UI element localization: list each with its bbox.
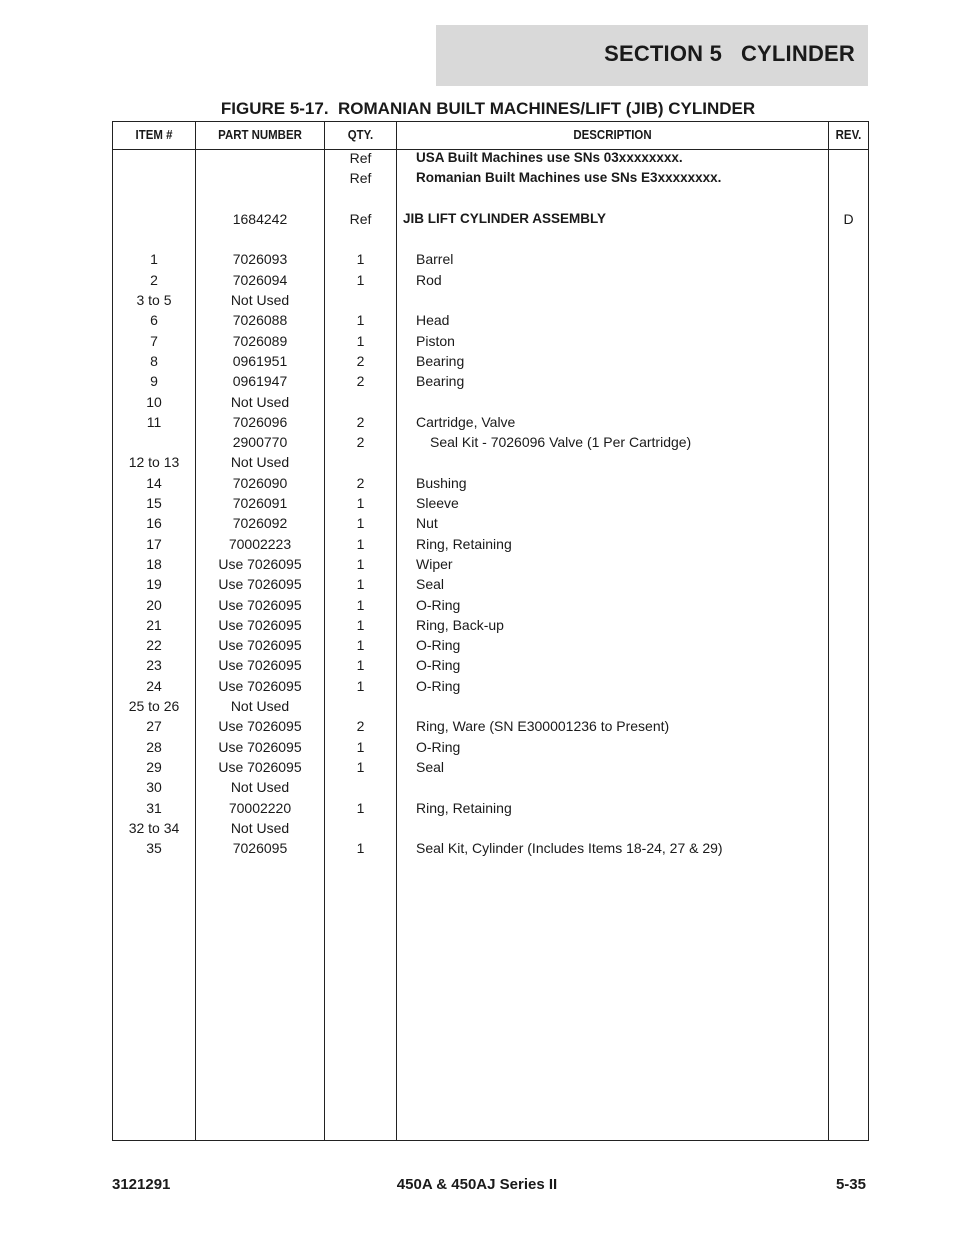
quantity-cell: Ref [349,210,372,227]
quantity-cell: Ref [349,170,372,187]
description-cell: O-Ring [416,637,461,654]
description-cell: Bushing [416,474,467,491]
item-number-cell: 21 [146,616,162,633]
table-row [113,168,868,188]
description-cell: Bearing [416,352,465,369]
table-row [113,310,868,330]
item-number-cell: 10 [146,393,162,410]
table-row [113,290,868,310]
table-row [113,574,868,594]
description-cell: Ring, Retaining [416,535,512,552]
part-number-cell: Not Used [230,819,290,836]
part-number-cell: Use 7026095 [218,738,302,755]
item-number-cell: 3 to 5 [136,292,172,309]
quantity-cell: 1 [356,738,365,755]
part-number-cell: Not Used [230,779,290,796]
quantity-cell: 2 [356,413,365,430]
description-cell: Seal [416,758,445,775]
item-number-cell: 30 [146,779,162,796]
part-number-cell: 7026088 [232,312,288,329]
description-cell: USA Built Machines use SNs 03xxxxxxxx. [416,150,683,165]
item-number-cell: 18 [146,555,162,572]
description-cell: Rod [416,271,442,288]
description-cell: Head [416,312,450,329]
table-row [113,513,868,533]
item-number-cell: 12 to 13 [128,454,180,471]
description-cell: Bearing [416,373,465,390]
footer-model: 450A & 450AJ Series II [396,1176,558,1193]
table-row [113,148,868,168]
item-number-cell: 11 [146,413,162,430]
quantity-cell: 1 [356,251,365,268]
quantity-cell: 2 [356,352,365,369]
description-cell: Sleeve [416,495,459,512]
part-number-cell: 70002223 [228,535,292,552]
table-row [113,534,868,554]
section-title: SECTION 5 CYLINDER [604,41,855,66]
quantity-cell: 1 [356,637,365,654]
quantity-cell: 1 [356,799,365,816]
part-number-cell: Use 7026095 [218,616,302,633]
table-body [113,148,868,858]
table-row [113,838,868,858]
table-row [113,209,868,229]
table-row [113,676,868,696]
footer-page-number: 5-35 [835,1176,866,1193]
column-header-part-number: PART NUMBER [218,127,302,142]
table-row [113,392,868,412]
table-row [113,331,868,351]
description-cell: Seal Kit, Cylinder (Includes Items 18-24, 27 & 29) [416,840,723,857]
item-number-cell: 28 [146,738,162,755]
description-cell: Wiper [416,555,453,572]
table-row [113,737,868,757]
table-row [113,452,868,472]
quantity-cell: 2 [356,434,365,451]
item-number-cell: 19 [146,576,162,593]
description-cell: Romanian Built Machines use SNs E3xxxxxxxx. [416,170,722,186]
quantity-cell: 1 [356,271,365,288]
table-row [113,696,868,716]
description-cell: Piston [416,332,455,349]
description-cell: O-Ring [416,677,461,694]
parts-table [112,121,869,1141]
table-row [113,615,868,635]
item-number-cell: 35 [146,840,162,857]
quantity-cell: 1 [356,495,365,512]
description-cell: Ring, Ware (SN E300001236 to Present) [416,718,670,735]
item-number-cell: 14 [146,474,162,491]
table-row [113,351,868,371]
table-row [113,635,868,655]
description-cell: O-Ring [416,657,461,674]
quantity-cell: 1 [356,332,365,349]
quantity-cell: 2 [356,718,365,735]
description-cell: Barrel [416,251,454,268]
table-row [113,757,868,777]
item-number-cell: 15 [146,495,162,512]
part-number-cell: 7026091 [232,495,288,512]
part-number-cell: 2900770 [232,434,288,451]
part-number-cell: 1684242 [232,210,288,227]
description-cell: JIB LIFT CYLINDER ASSEMBLY [403,210,607,226]
column-header-rev: REV. [835,127,862,142]
part-number-cell: 0961947 [232,373,288,390]
part-number-cell: 7026090 [232,474,288,491]
item-number-cell: 16 [146,515,162,532]
quantity-cell: 1 [356,515,365,532]
table-row [113,432,868,452]
quantity-cell: 1 [356,677,365,694]
item-number-cell: 7 [150,332,158,349]
table-row [113,818,868,838]
quantity-cell: 1 [356,616,365,633]
item-number-cell: 1 [150,251,158,268]
table-row [113,371,868,391]
table-row [113,473,868,493]
table-row [113,493,868,513]
description-cell: Ring, Retaining [416,799,512,816]
quantity-cell: 1 [356,840,365,857]
part-number-cell: 0961951 [232,352,288,369]
part-number-cell: Not Used [230,292,290,309]
part-number-cell: Use 7026095 [218,718,302,735]
figure-title: FIGURE 5-17. ROMANIAN BUILT MACHINES/LIFT (JIB) CYLINDER [220,99,756,118]
part-number-cell: Not Used [230,698,290,715]
table-row [113,798,868,818]
item-number-cell: 20 [146,596,162,613]
table-row [113,270,868,290]
column-header-item: ITEM # [135,127,173,142]
quantity-cell: 1 [356,312,365,329]
part-number-cell: Not Used [230,393,290,410]
table-row [113,229,868,249]
part-number-cell: Use 7026095 [218,637,302,654]
table-row [113,412,868,432]
table-row [113,595,868,615]
description-cell: Ring, Back-up [416,616,504,633]
part-number-cell: Use 7026095 [218,677,302,694]
quantity-cell: 1 [356,576,365,593]
footer-doc-number: 3121291 [112,1176,171,1193]
section-banner [436,25,868,86]
part-number-cell: 7026096 [232,413,288,430]
part-number-cell: Use 7026095 [218,555,302,572]
item-number-cell: 25 to 26 [128,698,180,715]
table-row [113,777,868,797]
item-number-cell: 8 [150,352,158,369]
quantity-cell: 1 [356,596,365,613]
quantity-cell: 1 [356,758,365,775]
part-number-cell: 7026089 [232,332,288,349]
quantity-cell: 1 [356,535,365,552]
table-row [113,249,868,269]
description-cell: Seal [416,576,445,593]
item-number-cell: 22 [146,637,162,654]
quantity-cell: 2 [356,474,365,491]
description-cell: O-Ring [416,738,461,755]
part-number-cell: 7026092 [232,515,288,532]
item-number-cell: 31 [146,799,162,816]
item-number-cell: 29 [146,758,162,775]
part-number-cell: Use 7026095 [218,758,302,775]
column-header-description: DESCRIPTION [573,127,652,142]
revision-cell: D [843,210,854,227]
item-number-cell: 23 [146,657,162,674]
table-row [113,554,868,574]
column-header-qty: QTY. [347,127,374,142]
item-number-cell: 9 [150,373,158,390]
description-cell: O-Ring [416,596,461,613]
part-number-cell: Use 7026095 [218,576,302,593]
quantity-cell: Ref [349,150,372,166]
item-number-cell: 2 [150,271,158,288]
item-number-cell: 27 [146,718,162,735]
quantity-cell: 1 [356,555,365,572]
part-number-cell: 7026093 [232,251,288,268]
part-number-cell: 70002220 [228,799,292,816]
item-number-cell: 32 to 34 [128,819,180,836]
item-number-cell: 6 [150,312,158,329]
part-number-cell: 7026095 [232,840,288,857]
description-cell: Cartridge, Valve [416,413,516,430]
quantity-cell: 2 [356,373,365,390]
description-cell: Seal Kit - 7026096 Valve (1 Per Cartridge) [430,434,692,451]
item-number-cell: 24 [146,677,162,694]
part-number-cell: Not Used [230,454,290,471]
part-number-cell: Use 7026095 [218,657,302,674]
part-number-cell: 7026094 [232,271,288,288]
item-number-cell: 17 [146,535,162,552]
quantity-cell: 1 [356,657,365,674]
table-row [113,189,868,209]
table-row [113,655,868,675]
description-cell: Nut [416,515,438,532]
table-row [113,716,868,736]
part-number-cell: Use 7026095 [218,596,302,613]
